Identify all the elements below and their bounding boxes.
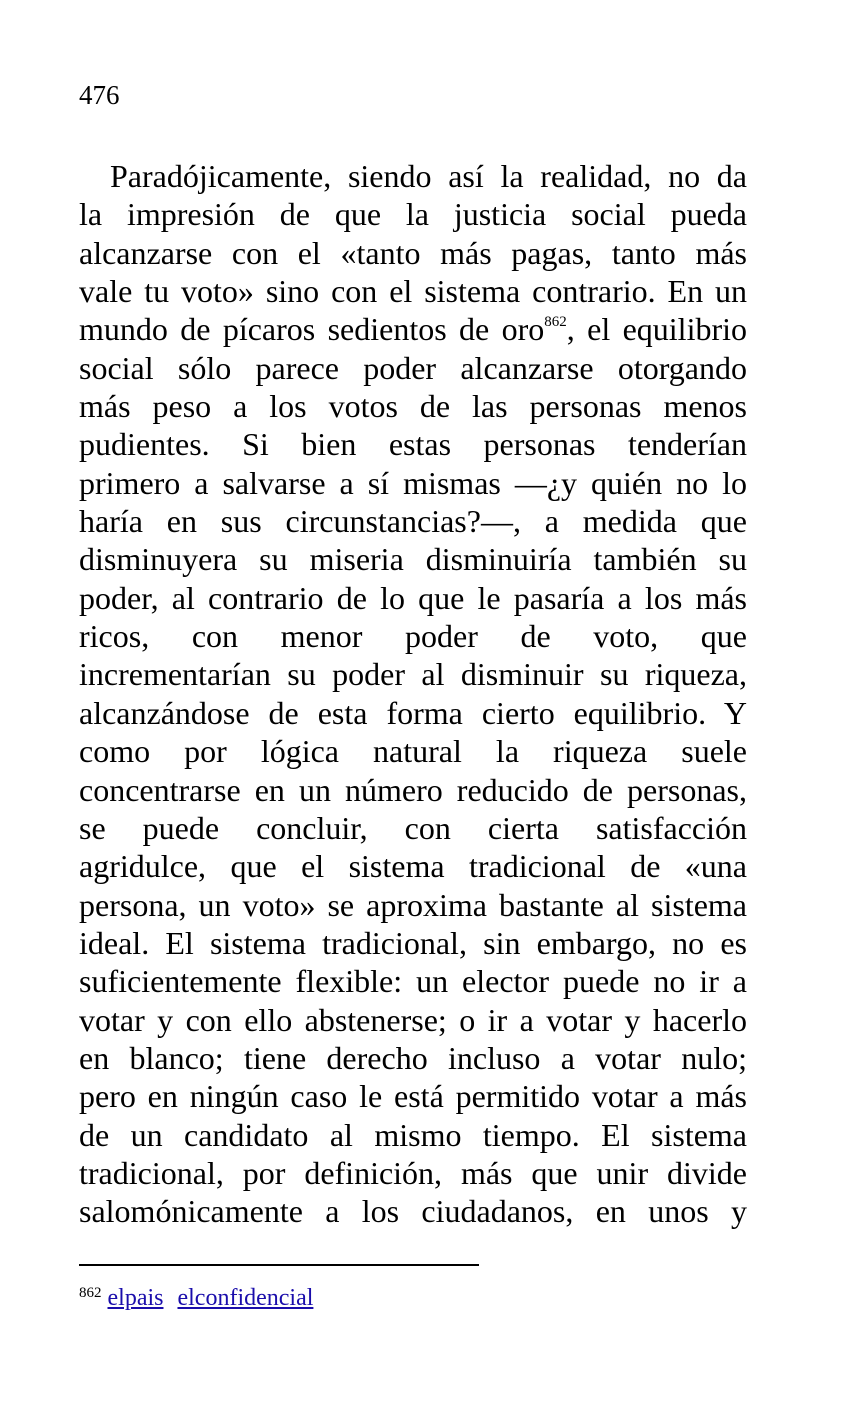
footnote-link-elconfidencial[interactable]: elconfidencial	[177, 1285, 314, 1311]
text-line: vale tu voto» sino con el sistema contrario. En un	[79, 273, 747, 310]
text-segment: , el equilibrio	[566, 311, 748, 348]
text-line: haría en sus circunstancias?—, a medida que	[79, 503, 747, 540]
text-line: pudientes. Si bien estas personas tenderían	[79, 426, 747, 463]
text-line-with-footnote-ref	[79, 310, 747, 348]
text-line: se puede concluir, con cierta satisfacción	[79, 809, 747, 846]
footnote-divider	[79, 1264, 479, 1266]
text-line: la impresión de que la justicia social pueda	[79, 196, 747, 233]
text-line: disminuyera su miseria disminuiría también su	[79, 541, 747, 578]
text-line: como por lógica natural la riqueza suele	[79, 733, 747, 770]
page-number: 476	[79, 80, 120, 110]
text-line: salomónicamente a los ciudadanos, en unos y	[79, 1193, 747, 1230]
text-line: alcanzándose de esta forma cierto equilibrio. Y	[79, 694, 747, 731]
text-line: tradicional, por definición, más que unir divide	[79, 1154, 747, 1191]
text-line: de un candidato al mismo tiempo. El sistema	[79, 1116, 747, 1153]
text-line: ideal. El sistema tradicional, sin embargo, no es	[79, 924, 747, 961]
text-line: incrementarían su poder al disminuir su riqueza,	[79, 656, 747, 693]
text-line: suficientemente flexible: un elector puede no ir a	[79, 963, 747, 1000]
footnote-link-elpais[interactable]: elpais	[107, 1285, 164, 1311]
text-line: poder, al contrario de lo que le pasaría a los más	[79, 579, 747, 616]
text-line: persona, un voto» se aproxima bastante al sistema	[79, 886, 747, 923]
footnote-reference[interactable]: 862	[544, 314, 567, 331]
text-line: ricos, con menor poder de voto, que	[79, 618, 747, 655]
text-line: alcanzarse con el «tanto más pagas, tanto más	[79, 234, 747, 271]
text-line: concentrarse en un número reducido de personas,	[79, 771, 747, 808]
text-line: en blanco; tiene derecho incluso a votar nulo;	[79, 1039, 747, 1076]
text-line: agridulce, que el sistema tradicional de «una	[79, 848, 747, 885]
text-line: pero en ningún caso le está permitido votar a más	[79, 1078, 747, 1115]
text-line: Paradójicamente, siendo así la realidad, no da	[110, 158, 747, 194]
footnote-number: 862	[79, 1285, 102, 1301]
text-segment: mundo de pícaros sedientos de oro	[79, 311, 545, 348]
footnote	[79, 1283, 327, 1313]
text-line: primero a salvarse a sí mismas —¿y quién no lo	[79, 464, 747, 501]
body-text	[79, 157, 747, 1231]
text-line: votar y con ello abstenerse; o ir a votar y hacerlo	[79, 1001, 747, 1038]
text-line: social sólo parece poder alcanzarse otorgando	[79, 349, 747, 386]
text-line: más peso a los votos de las personas menos	[79, 388, 747, 425]
